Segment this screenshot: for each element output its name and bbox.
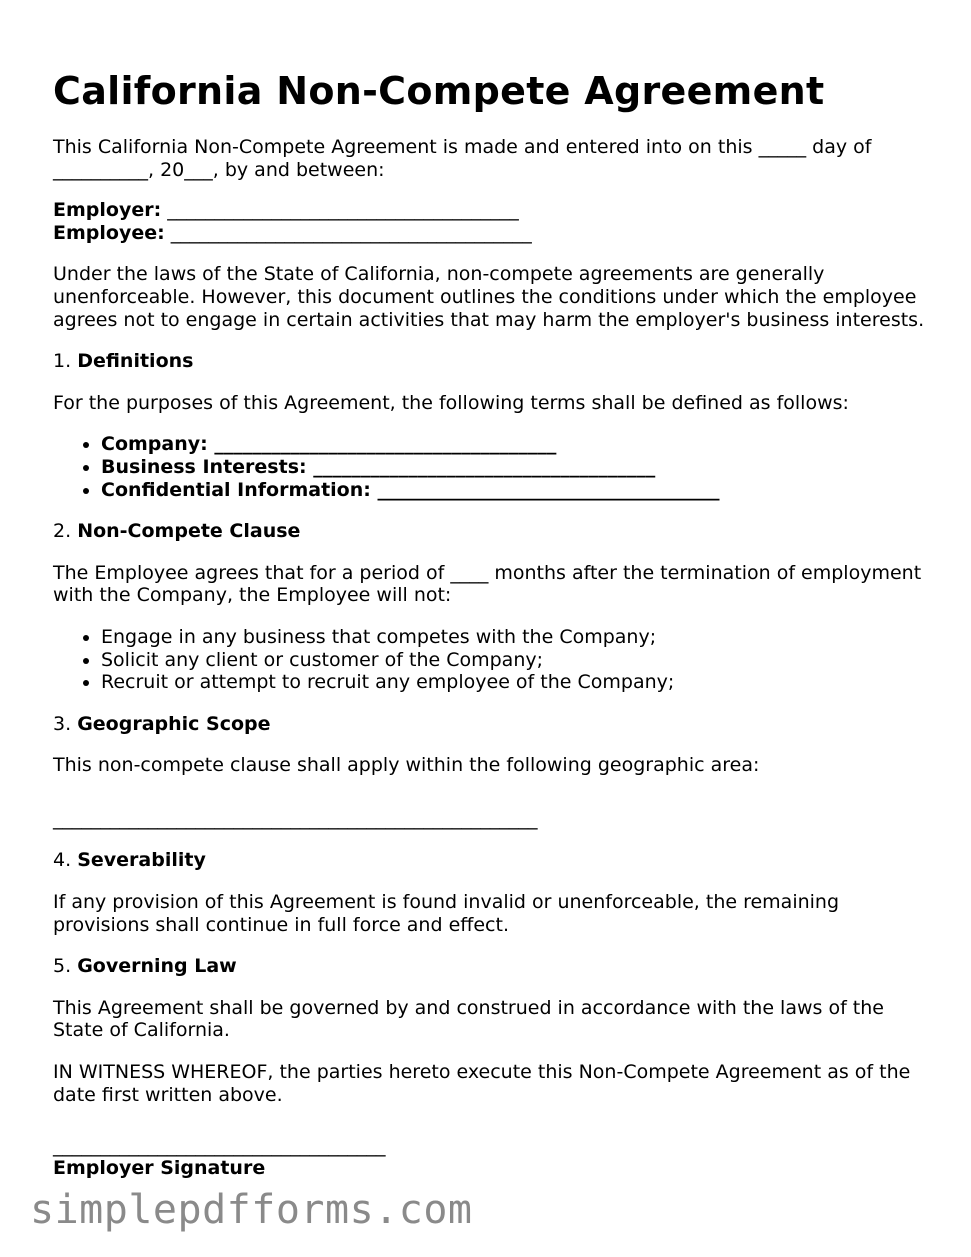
- witness-paragraph: IN WITNESS WHEREOF, the parties hereto execute this Non-Compete Agreement as of the date first written above.: [53, 1061, 911, 1106]
- preamble-paragraph: Under the laws of the State of California, non-compete agreements are generally unenforceable. However, this document outlines the conditions under which the employee agrees not to engage in certain activities that may harm the employer's business interests.: [53, 263, 925, 331]
- list-item: [101, 433, 933, 456]
- restrictions-list: [53, 626, 933, 694]
- intro-paragraph: This California Non-Compete Agreement is made and entered into on this _____ day of __________, 20___, by and between:: [53, 136, 872, 181]
- document-title: California Non-Compete Agreement: [53, 69, 825, 113]
- section-number: 4.: [53, 849, 72, 872]
- section-heading-geographic-scope: [53, 713, 933, 736]
- section-text: The Employee agrees that for a period of ____ months after the termination of employment with the Company, the Employee will not:: [53, 561, 922, 607]
- list-item: [101, 456, 933, 479]
- list-item: • Engage in any business that competes with the Company;: [101, 626, 933, 649]
- section-heading-severability: [53, 849, 933, 872]
- section-number: 2.: [53, 520, 72, 543]
- parties-block: [53, 199, 933, 244]
- definition-blank: ____________________________________: [306, 455, 656, 478]
- definition-blank: ____________________________________: [207, 433, 557, 456]
- section-title: Non-Compete Clause: [77, 520, 301, 543]
- section-text: This Agreement shall be governed by and construed in accordance with the laws of the State of California.: [53, 996, 884, 1042]
- section-title: Governing Law: [77, 955, 237, 978]
- definition-blank: ____________________________________: [370, 478, 720, 501]
- employee-blank: ______________________________________: [164, 221, 532, 244]
- section-heading-non-compete: [53, 520, 933, 543]
- section-heading-definitions: [53, 350, 933, 373]
- section-title: Definitions: [77, 350, 194, 373]
- employer-blank: _____________________________________: [161, 199, 519, 222]
- employer-label: Employer:: [53, 199, 162, 222]
- section-number: 1.: [53, 350, 72, 373]
- employer-signature-label: Employer Signature: [53, 1157, 266, 1180]
- definition-label: Business Interests:: [101, 455, 307, 478]
- list-item: • Solicit any client or customer of the Company;: [101, 649, 933, 672]
- definition-label: Confidential Information:: [101, 478, 371, 501]
- list-item: • Recruit or attempt to recruit any employee of the Company;: [101, 671, 933, 694]
- section-text: This non-compete clause shall apply within the following geographic area:: [53, 754, 760, 777]
- definitions-list: [53, 433, 933, 501]
- section-text: For the purposes of this Agreement, the following terms shall be defined as follows:: [53, 391, 849, 414]
- definition-label: Company:: [101, 433, 208, 456]
- section-title: Geographic Scope: [77, 712, 271, 735]
- list-item: [101, 479, 933, 502]
- section-number: 5.: [53, 955, 72, 978]
- section-number: 3.: [53, 712, 72, 735]
- employee-line: [53, 222, 933, 245]
- section-heading-governing-law: [53, 955, 933, 978]
- signature-blank: ___________________________________: [53, 1135, 386, 1158]
- watermark: simplepdfforms.com: [30, 1187, 473, 1233]
- geographic-area-blank: ___________________________________________________: [53, 807, 538, 830]
- section-text: If any provision of this Agreement is found invalid or unenforceable, the remaining provisions shall continue in full force and effect.: [53, 891, 840, 936]
- document-page: [53, 66, 933, 1180]
- employee-label: Employee:: [53, 221, 165, 244]
- employer-line: [53, 199, 933, 222]
- section-title: Severability: [77, 849, 206, 872]
